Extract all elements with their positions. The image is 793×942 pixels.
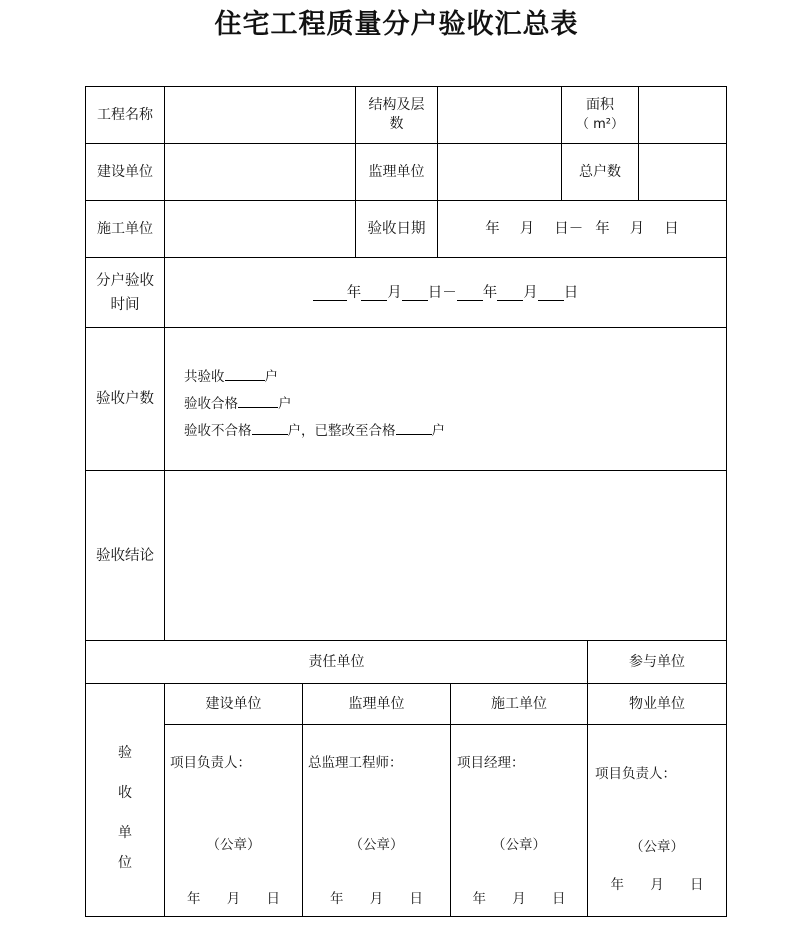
- side-label-char: 验: [118, 745, 132, 761]
- builder-label-text: 建设单位: [97, 164, 153, 180]
- blank-line: [313, 285, 347, 301]
- responsible-units-header: [86, 641, 587, 683]
- date-month: 月: [650, 877, 664, 893]
- blank-line: [497, 285, 523, 301]
- supervisor-value[interactable]: [438, 144, 561, 200]
- blank-line[interactable]: [396, 419, 432, 435]
- sign-date: [588, 873, 726, 893]
- sign-date: [451, 887, 587, 907]
- sign-date: [303, 887, 450, 907]
- date-year: 年: [482, 284, 498, 301]
- unit-header-text: 监理单位: [348, 696, 405, 712]
- side-label-char: 单: [118, 825, 132, 841]
- participating-units-header: [588, 641, 726, 683]
- role-label: 项目经理：: [457, 755, 525, 771]
- households-count-label: [86, 328, 164, 470]
- seal-label: （公章）: [492, 837, 546, 853]
- acceptance-date-label-text: 验收日期: [367, 221, 426, 237]
- total-inspected-prefix: 共验收: [184, 369, 225, 385]
- side-label-char: 收: [118, 785, 132, 801]
- date-day: 日: [266, 891, 281, 907]
- date-year: 年: [610, 877, 624, 893]
- signature-block-property[interactable]: [588, 725, 726, 916]
- date-month: 月: [387, 284, 402, 301]
- structure-value[interactable]: [438, 87, 561, 143]
- role-label: 项目负责人：: [170, 755, 251, 771]
- blank-line: [402, 285, 428, 301]
- unit-header-contractor: [451, 684, 587, 724]
- acceptance-date-value[interactable]: [438, 201, 726, 257]
- responsible-units-header-text: 责任单位: [308, 654, 365, 670]
- unit-header-builder: [165, 684, 302, 724]
- supervisor-label: [356, 144, 437, 200]
- household-acceptance-time-value[interactable]: [165, 258, 726, 327]
- unit-header-text: 物业单位: [629, 696, 685, 712]
- signature-block-builder[interactable]: [165, 725, 302, 916]
- table-border-bottom: [85, 916, 727, 917]
- structure-label: [356, 87, 437, 143]
- households-count-content[interactable]: [184, 364, 704, 445]
- area-label-line1: 面积: [586, 97, 614, 113]
- qualified-prefix: 验收合格: [184, 396, 238, 412]
- date-day: 日: [409, 891, 424, 907]
- total-households-label-text: 总户数: [579, 164, 621, 180]
- blank-line: [361, 285, 387, 301]
- area-value[interactable]: [639, 87, 726, 143]
- page-title: 住宅工程质量分户验收汇总表: [214, 9, 579, 40]
- date-month: 月: [512, 891, 526, 907]
- date-year: 年: [485, 221, 500, 237]
- household-acceptance-time-label: [86, 258, 164, 327]
- qualified-suffix: 户: [278, 396, 292, 412]
- date-month: 月: [369, 891, 384, 907]
- contractor-value[interactable]: [165, 201, 355, 257]
- unit-header-text: 建设单位: [205, 696, 262, 712]
- builder-value[interactable]: [165, 144, 355, 200]
- role-label: 总监理工程师：: [308, 755, 403, 771]
- sign-date: [165, 887, 302, 907]
- seal-label: （公章）: [349, 837, 404, 853]
- contractor-label: [86, 201, 164, 257]
- date-year: 年: [346, 284, 362, 301]
- signature-block-supervisor[interactable]: [303, 725, 450, 916]
- date-month: 月: [523, 284, 538, 301]
- unqualified-line: [184, 418, 704, 445]
- households-count-label-text: 验收户数: [96, 391, 154, 407]
- date-day: 日－: [427, 284, 457, 301]
- seal-label: （公章）: [630, 839, 684, 855]
- blank-line[interactable]: [238, 392, 278, 408]
- project-name-label: [86, 87, 164, 143]
- acceptance-date-label: [356, 201, 437, 257]
- unit-header-property: [588, 684, 726, 724]
- blank-line[interactable]: [252, 419, 288, 435]
- date-year: 年: [329, 891, 344, 907]
- unqualified-suffix: 户: [431, 423, 445, 439]
- household-acceptance-time-label-line1: 分户验收: [96, 272, 154, 289]
- contractor-label-text: 施工单位: [97, 221, 153, 237]
- side-label-char: 位: [118, 855, 132, 871]
- role-label: 项目负责人：: [595, 766, 676, 782]
- area-label-line2: （ m²）: [575, 117, 624, 132]
- qualified-line: [184, 391, 704, 418]
- builder-label: [86, 144, 164, 200]
- area-label: [562, 87, 638, 143]
- project-name-label-text: 工程名称: [97, 107, 153, 123]
- row-divider: [85, 327, 727, 328]
- supervisor-label-text: 监理单位: [368, 164, 425, 180]
- seal-label: （公章）: [206, 837, 261, 853]
- unit-header-supervisor: [303, 684, 450, 724]
- project-name-value[interactable]: [165, 87, 355, 143]
- unqualified-prefix: 验收不合格: [184, 423, 252, 439]
- total-households-value[interactable]: [639, 144, 726, 200]
- date-year: 年: [186, 891, 201, 907]
- acceptance-units-side-label: [86, 740, 164, 880]
- date-day: 日: [552, 891, 566, 907]
- unit-header-text: 施工单位: [491, 696, 547, 712]
- conclusion-value[interactable]: [165, 471, 726, 640]
- blank-line: [457, 285, 483, 301]
- household-acceptance-time-label-line2: 时间: [110, 296, 140, 313]
- conclusion-label-text: 验收结论: [96, 547, 154, 564]
- blank-line[interactable]: [225, 365, 265, 381]
- date-day: 日: [664, 221, 679, 237]
- table-border-right: [726, 86, 727, 917]
- date-month: 月: [226, 891, 241, 907]
- date-month: 月: [519, 221, 535, 237]
- date-day: 日－: [554, 221, 584, 237]
- total-households-label: [562, 144, 638, 200]
- conclusion-label: [86, 471, 164, 640]
- total-inspected-line: [184, 364, 704, 391]
- blank-line: [538, 285, 564, 301]
- date-month: 月: [629, 221, 645, 237]
- date-year: 年: [472, 891, 486, 907]
- signature-block-contractor[interactable]: [451, 725, 587, 916]
- structure-label-line1: 结构及层: [368, 97, 425, 113]
- date-day: 日: [563, 284, 579, 301]
- structure-label-line2: 数: [389, 116, 404, 132]
- date-year: 年: [595, 221, 610, 237]
- total-inspected-suffix: 户: [264, 369, 278, 385]
- participating-units-header-text: 参与单位: [629, 654, 685, 670]
- date-day: 日: [690, 877, 704, 893]
- unqualified-middle: 户，已整改至合格: [287, 423, 396, 439]
